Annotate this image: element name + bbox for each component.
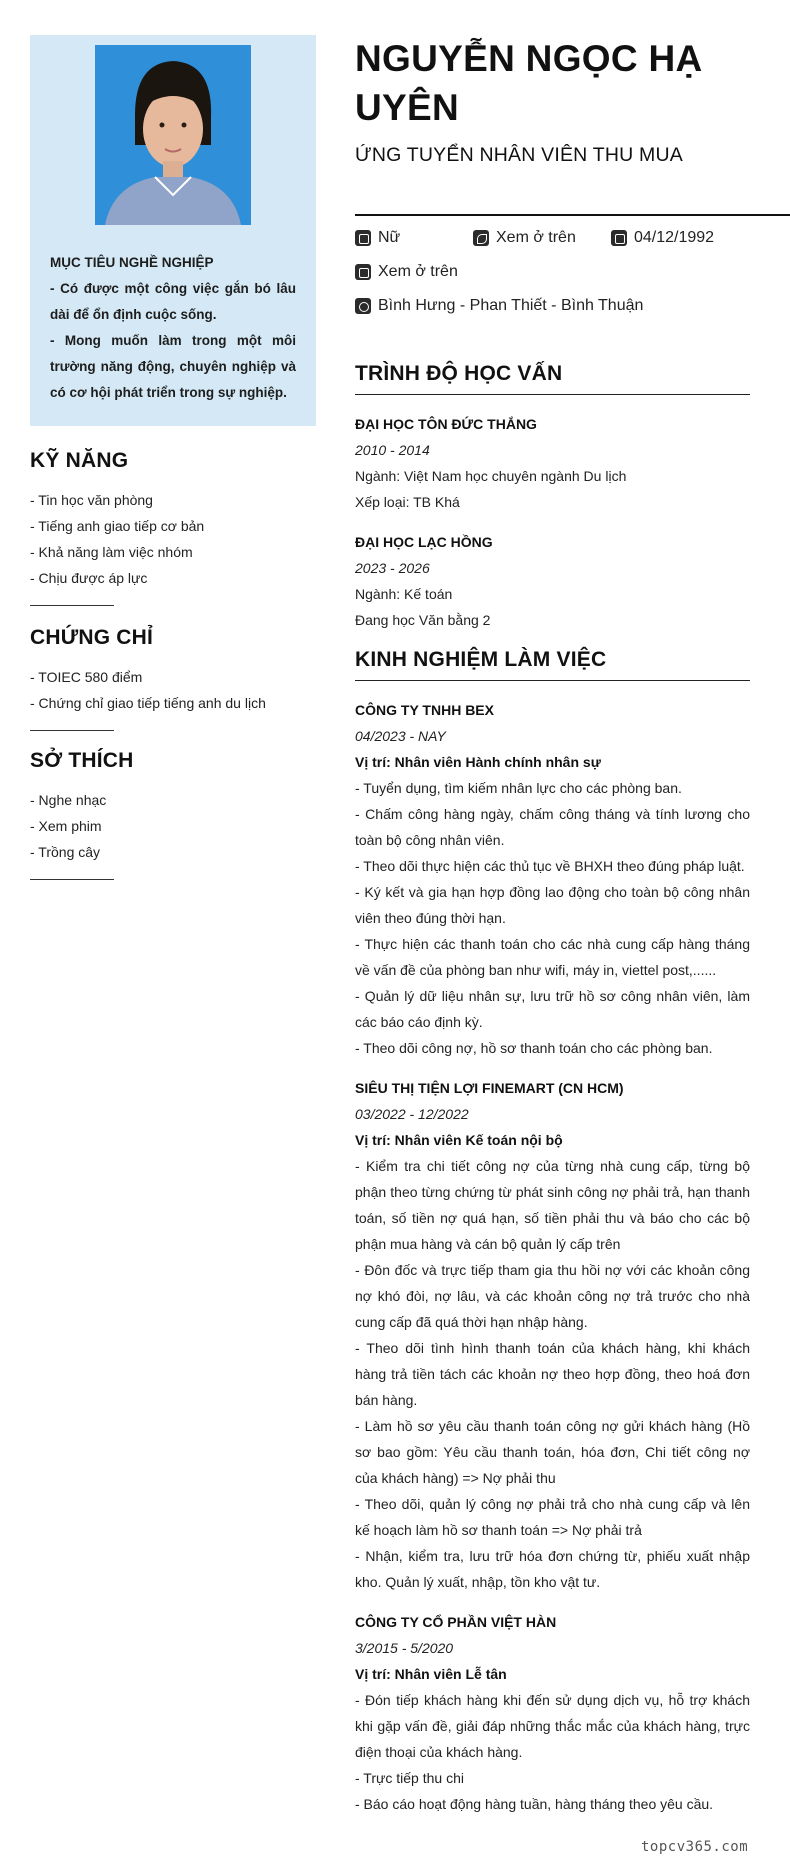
education-entry	[355, 411, 750, 515]
skill-item: - Tin học văn phòng	[30, 492, 153, 508]
education-detail: Xếp loại: TB Khá	[355, 494, 460, 510]
experience-entry	[355, 697, 750, 1061]
duty-line: - Báo cáo hoạt động hàng tuần, hàng tháng theo yêu cầu.	[355, 1796, 714, 1812]
duty-line: - Thực hiện các thanh toán cho các nhà cung cấp hàng tháng về vấn đề của phòng ban như wifi, máy in, viettel post,......	[355, 936, 750, 978]
calendar-icon	[611, 230, 627, 246]
work-period: 04/2023 - NAY	[355, 728, 446, 744]
duty-line: - Làm hồ sơ yêu cầu thanh toán công nợ gửi khách hàng (Hồ sơ bao gồm: Yêu cầu thanh toán, hóa đơn, Chi tiết công nợ của khách hàng) => Nợ phải thu	[355, 1418, 750, 1486]
divider	[30, 730, 114, 731]
education-title: TRÌNH ĐỘ HỌC VẤN	[355, 362, 750, 395]
email-icon	[355, 264, 371, 280]
certificates-section	[30, 626, 300, 731]
study-period: 2023 - 2026	[355, 560, 430, 576]
hobby-item: - Trồng cây	[30, 844, 101, 860]
duty-line: - Nhận, kiểm tra, lưu trữ hóa đơn chứng từ, phiếu xuất nhập kho. Quản lý xuất, nhập, tồn kho vật tư.	[355, 1548, 750, 1590]
education-detail: Đang học Văn bằng 2	[355, 612, 491, 628]
education-detail: Ngành: Việt Nam học chuyên ngành Du lịch	[355, 468, 627, 484]
contact-gender	[355, 227, 400, 249]
contact-address	[355, 295, 643, 317]
job-position: Vị trí: Nhân viên Lễ tân	[355, 1666, 507, 1682]
work-period: 03/2022 - 12/2022	[355, 1106, 469, 1122]
email-value: Xem ở trên	[378, 263, 458, 280]
work-period: 3/2015 - 5/2020	[355, 1640, 454, 1656]
avatar	[95, 45, 251, 225]
skill-item: - Khả năng làm việc nhóm	[30, 544, 193, 560]
career-objective	[50, 250, 296, 406]
hobby-item: - Nghe nhạc	[30, 792, 107, 808]
certificate-item: - Chứng chỉ giao tiếp tiếng anh du lịch	[30, 695, 266, 711]
hobbies-title: SỞ THÍCH	[30, 749, 134, 772]
site-watermark: topcv365.com	[641, 1839, 749, 1855]
contact-phone	[473, 227, 576, 249]
skill-item: - Tiếng anh giao tiếp cơ bản	[30, 518, 205, 534]
hobby-item: - Xem phim	[30, 818, 102, 834]
skill-item: - Chịu được áp lực	[30, 570, 148, 586]
objective-title: MỤC TIÊU NGHỀ NGHIỆP	[50, 255, 214, 270]
skills-title: KỸ NĂNG	[30, 449, 129, 472]
certificate-item: - TOIEC 580 điểm	[30, 669, 143, 685]
phone-value: Xem ở trên	[496, 229, 576, 246]
header-divider	[355, 214, 790, 216]
duty-line: - Theo dõi tình hình thanh toán của khách hàng, khi khách hàng trả tiền tách các khoản nợ theo hợp đồng, theo hoá đơn bán hàng.	[355, 1340, 750, 1408]
duty-line: - Theo dõi công nợ, hồ sơ thanh toán cho các phòng ban.	[355, 1040, 713, 1056]
duty-line: - Quản lý dữ liệu nhân sự, lưu trữ hồ sơ công nhân viên, làm các báo cáo định kỳ.	[355, 988, 750, 1030]
contact-email	[355, 261, 458, 283]
experience-entry	[355, 1609, 750, 1817]
experience-section	[355, 648, 750, 1831]
duty-line: - Ký kết và gia hạn hợp đồng lao động cho toàn bộ công nhân viên theo đúng thời hạn.	[355, 884, 750, 926]
education-detail: Ngành: Kế toán	[355, 586, 453, 602]
hobbies-section	[30, 749, 300, 880]
duty-line: - Trực tiếp thu chi	[355, 1770, 464, 1786]
experience-entry	[355, 1075, 750, 1595]
education-section	[355, 362, 750, 647]
school-name: ĐẠI HỌC LẠC HỒNG	[355, 534, 493, 550]
objective-line: - Có được một công việc gắn bó lâu dài để ổn định cuộc sống.	[50, 281, 296, 322]
duty-line: - Đón tiếp khách hàng khi đến sử dụng dịch vụ, hỗ trợ khách khi gặp vấn đề, giải đáp những thắc mắc của khách hàng, trực điện thoại của khách hàng.	[355, 1692, 750, 1760]
applied-role: ỨNG TUYỂN NHÂN VIÊN THU MUA	[355, 144, 683, 166]
location-pin-icon	[355, 298, 371, 314]
duty-line: - Tuyển dụng, tìm kiếm nhân lực cho các phòng ban.	[355, 780, 682, 796]
divider	[30, 879, 114, 880]
gender-icon	[355, 230, 371, 246]
education-entry	[355, 529, 750, 633]
skills-section	[30, 449, 300, 606]
study-period: 2010 - 2014	[355, 442, 430, 458]
objective-line: - Mong muốn làm trong một môi trường năng động, chuyên nghiệp và có cơ hội phát triển trong sự nghiệp.	[50, 333, 296, 400]
job-position: Vị trí: Nhân viên Hành chính nhân sự	[355, 754, 601, 770]
gender-value: Nữ	[378, 229, 401, 246]
company-name: CÔNG TY CỔ PHẦN VIỆT HÀN	[355, 1614, 557, 1630]
certificates-title: CHỨNG CHỈ	[30, 626, 154, 649]
job-position: Vị trí: Nhân viên Kế toán nội bộ	[355, 1132, 563, 1148]
phone-icon	[473, 230, 489, 246]
portrait-photo	[95, 45, 251, 225]
company-name: SIÊU THỊ TIỆN LỢI FINEMART (CN HCM)	[355, 1080, 624, 1096]
school-name: ĐẠI HỌC TÔN ĐỨC THẮNG	[355, 416, 537, 432]
experience-title: KINH NGHIỆM LÀM VIỆC	[355, 648, 750, 681]
candidate-name: NGUYỄN NGỌC HẠ UYÊN	[355, 38, 703, 128]
duty-line: - Chấm công hàng ngày, chấm công tháng và tính lương cho toàn bộ công nhân viên.	[355, 806, 750, 848]
company-name: CÔNG TY TNHH BEX	[355, 702, 494, 718]
dob-value: 04/12/1992	[634, 229, 715, 246]
address-value: Bình Hưng - Phan Thiết - Bình Thuận	[378, 297, 644, 314]
divider	[30, 605, 114, 606]
duty-line: - Theo dõi thực hiện các thủ tục về BHXH theo đúng pháp luật.	[355, 858, 745, 874]
duty-line: - Đôn đốc và trực tiếp tham gia thu hồi nợ với các khoản công nợ khó đòi, nợ lâu, và các khoản công nợ trả trước cho nhà cung cấp đã quá thời hạn nhập hàng.	[355, 1262, 750, 1330]
duty-line: - Kiểm tra chi tiết công nợ của từng nhà cung cấp, từng bộ phận theo từng chứng từ phát sinh công nợ phải trả, hạn thanh toán, số tiền nợ quá hạn, số tiền phải thu và báo cho các bộ phận mua hàng và cán bộ quản lý cấp trên	[355, 1158, 750, 1252]
contact-dob	[611, 227, 714, 249]
duty-line: - Theo dõi, quản lý công nợ phải trả cho nhà cung cấp và lên kế hoạch làm hồ sơ thanh toán => Nợ phải trả	[355, 1496, 750, 1538]
